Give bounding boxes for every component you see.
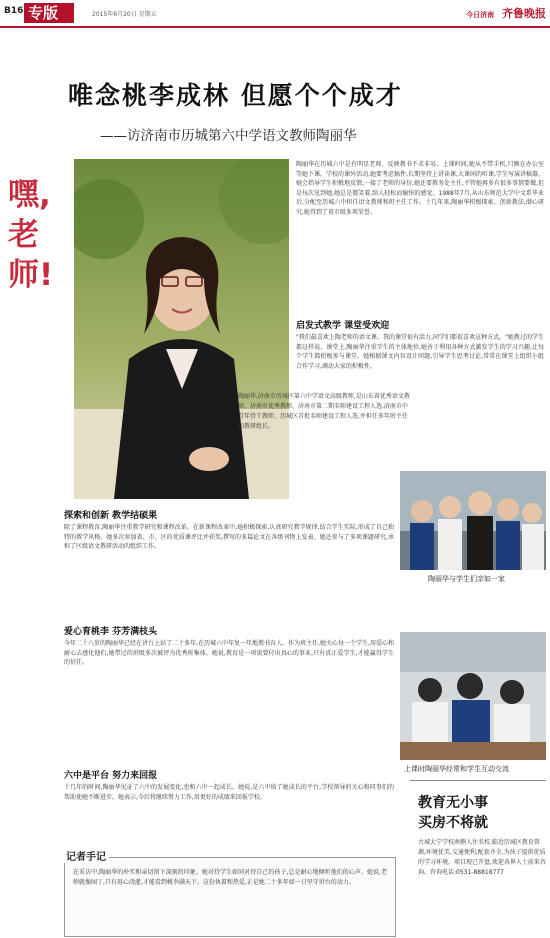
reporter-notes-text: 在采访中,陶丽华的朴实和亲切留下深刻的印象。她对待学生如同对待自己的孩子,总是耐心地倾听他们的心声。她说,老师就像园丁,只有用心浇灌,才能看到桃李满天下。这份执着和热爱,正是她二十多年如一日坚守讲台的动力。 bbox=[73, 869, 387, 886]
section-body: "我们最喜欢上陶老师的语文课。我的课堂很有活力,同学们都很喜欢这种方式。"她教过的学生都这样说。课堂上,陶丽华注重学生的主体地位,她善于利用各种方式激发学生的学习兴趣,让每个学生都积极参与课堂。她根据课文内容设计问题,引导学生思考讨论,常常在课堂上组织小组合作学习,调动大家的积极性。 bbox=[296, 334, 544, 370]
section-body: 十几年的时间,陶丽华见证了六中的发展变化,也和六中一起成长。她说,是六中给了她成长的平台,学校领导的关心和同事们的帮助使她不断进步。她表示,今后将继续努力工作,用更好的成绩来回报学校。 bbox=[64, 784, 394, 801]
issue-date: 2015年6月20日 星期五 bbox=[92, 11, 157, 18]
side-title-part: 老 bbox=[8, 217, 39, 253]
subheadline: ——访济南市历城第六中学语文教师陶丽华 bbox=[100, 128, 357, 144]
side-title bbox=[8, 175, 54, 295]
photo-caption: 陶丽华,济南市历城区第六中学语文高级教师,是山东省优秀语文教师、济南市优秀教师、济南市第二期名师建设工程人选,济南市中青年骨干教师、历城区首批名师建设工程人选,并担任多年班主任和教研组长。 bbox=[238, 393, 410, 430]
class-photo bbox=[400, 471, 546, 570]
ad-text: 古城大宁学校南侧入住名校,临近历城区教育资源,环境优美,交通便利,配套齐全,为孩子提供优质的学习环境。项目现已开盘,欢迎各界人士前来咨询。咨询电话:0531-88818777 bbox=[418, 839, 546, 876]
divider bbox=[410, 780, 546, 781]
headline: 唯念桃李成林 但愿个个成才 bbox=[68, 81, 403, 110]
classroom-photo bbox=[400, 632, 546, 760]
section-body: 今年二十八岁的陶丽华已经在讲台上站了二十多年,在历城六中年复一年地教书育人。作为班主任,她关心每一个学生,用爱心和耐心去感化他们,她带过的班级多次被评为优秀班集体。她说,教育是一项需要付出真心的事业,只有真正爱学生,才能赢得学生的信任。 bbox=[64, 640, 394, 666]
page-number: B16 bbox=[4, 6, 24, 16]
reporter-notes-label: 记者手记 bbox=[63, 848, 109, 863]
side-title-part: 师! bbox=[8, 257, 54, 293]
section-heading: 启发式教学 课堂受欢迎 bbox=[296, 321, 390, 331]
ad-title-line: 教育无小事 bbox=[418, 795, 488, 811]
section-heading: 六中是平台 努力来回报 bbox=[64, 771, 158, 781]
brand-name: 齐鲁晚报 bbox=[502, 7, 546, 20]
newspaper-brand bbox=[466, 5, 546, 21]
image-caption: 陶丽华与学生们亲如一家 bbox=[428, 575, 505, 583]
image-caption: 上课时陶丽华经常和学生互动交流 bbox=[404, 765, 509, 773]
section-heading: 探索和创新 教学结硕果 bbox=[64, 511, 158, 521]
section-label: 专版 bbox=[24, 3, 74, 23]
brand-small: 今日济南 bbox=[466, 11, 495, 19]
reporter-notes-box bbox=[64, 857, 396, 937]
section-heading: 爱心育桃李 芬芳满枝头 bbox=[64, 627, 158, 637]
ad-title-line: 买房不将就 bbox=[418, 815, 488, 831]
side-title-part: 嘿, bbox=[8, 177, 51, 213]
section-body: 除了课程教育,陶丽华注重教学研究和课程改革。在新课程改革中,她积极探索,认真研究教学规律,结合学生实际,形成了自己独特的教学风格。她多次参加省、市、区的优质课评比并获奖,撰写的多篇论文在各级刊物上发表。她还参与了多项课题研究,承担了区级语文教研活动的组织工作。 bbox=[64, 524, 394, 550]
ad-title bbox=[418, 793, 488, 833]
intro-paragraph: 陶丽华在历城六中是有明星老师、反映教书不求非易。上课时间,她从不带手机,只顾在办公室等她下课。学校的课外活动,她要考虑稿件,长期坚持上讲读课,大课间的听课,学生写演讲稿器、她会指导学生积极地反馈,一接了老师的身份,她还要教务处主任,不管她再多有很多事情要做,但是每次见到她,她总是微笑着,给人轻松而愉快的感觉。1988年7月,从山东师范大学中文系毕业后,分配至历城六中担任语文教师和班主任工作。十几年来,陶丽华积极探索、创新教法,潜心研究,她得到了省市级多项荣誉。 bbox=[296, 161, 544, 216]
